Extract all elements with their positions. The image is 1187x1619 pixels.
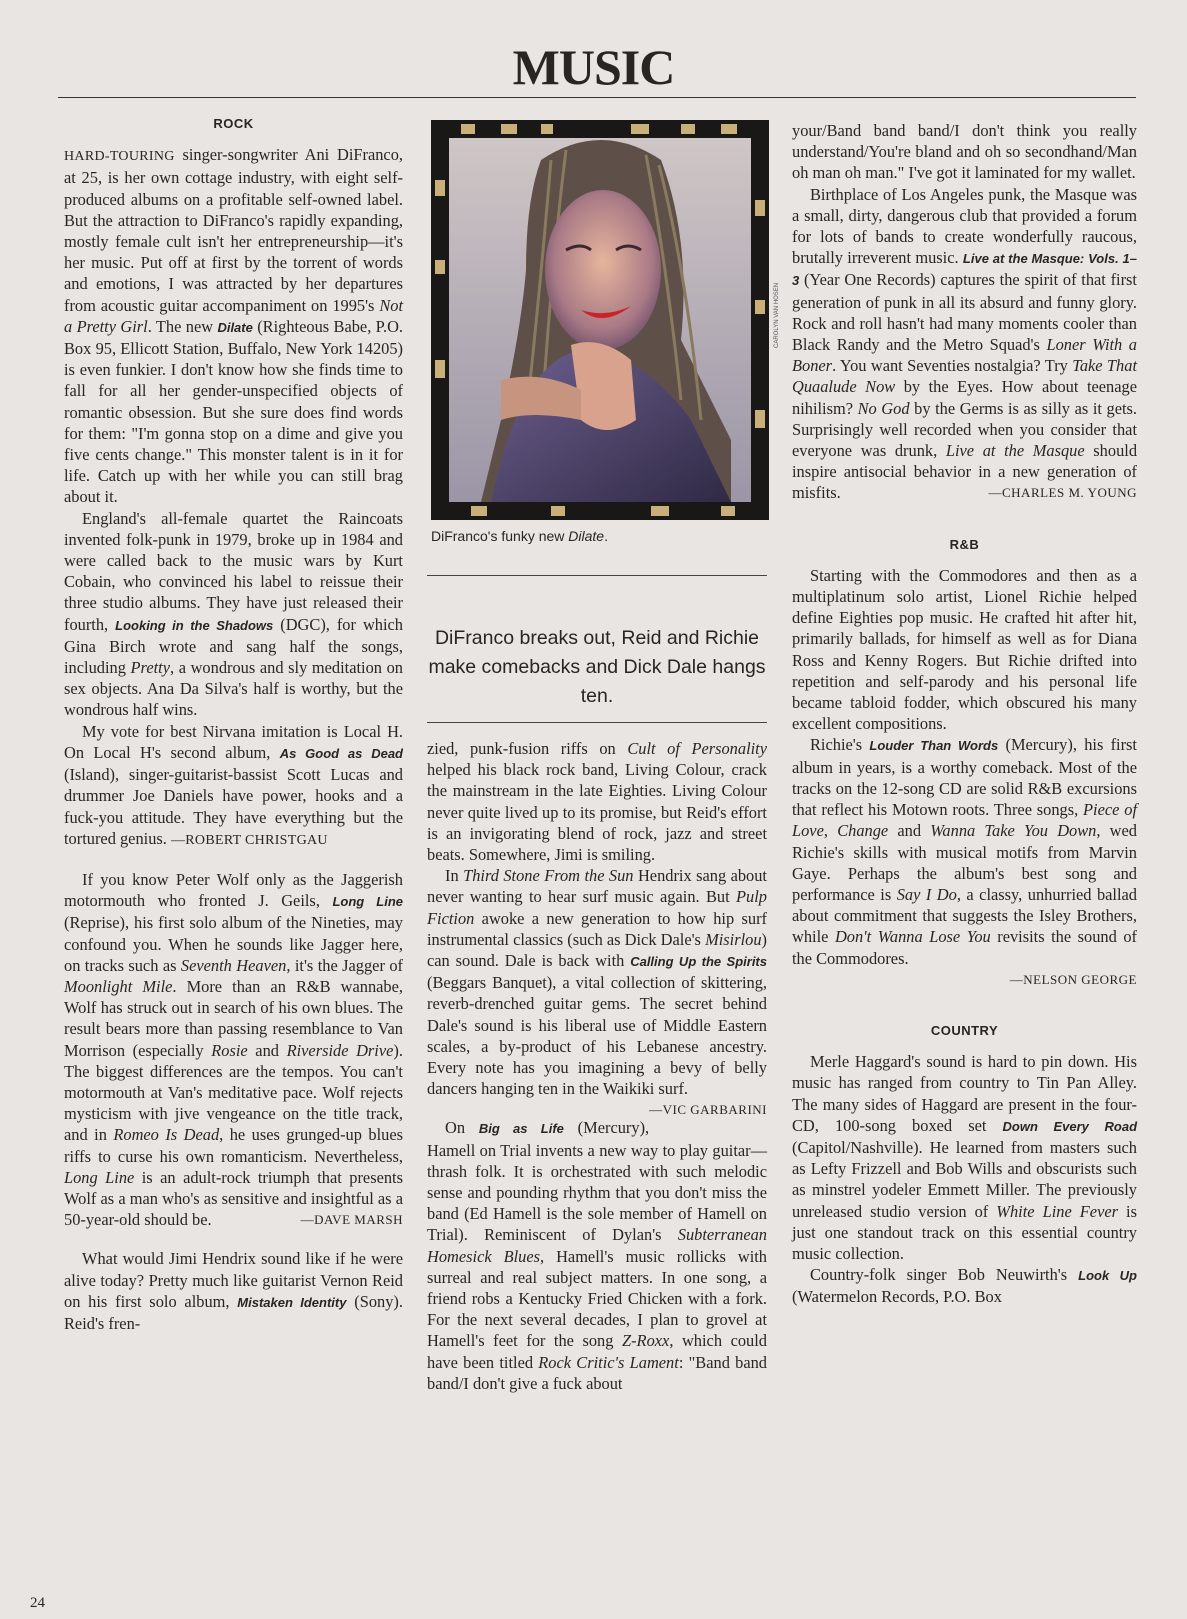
byline: —VIC GARBARINI	[649, 1102, 767, 1118]
byline: —DAVE MARSH	[300, 1212, 403, 1228]
album-title: Mistaken Identity	[237, 1294, 347, 1310]
photo-caption: DiFranco's funky new Dilate.	[431, 528, 608, 544]
paragraph: Richie's Louder Than Words (Mercury), his first album in years, is a worthy comeback. Most of the tracks on the 12-song CD are solid R&B excursions that reflect his Motown roots. Three songs, Piece of Love, Change and Wanna Take You Down, wed Richie's skills with musical motifs from Marvin Gaye. Perhaps the album's best song and performance is Say I Do, a classy, unhurried ballad about commitment that suggests the Isley Brothers, while Don't Wanna Lose You revisits the sound of the Commodores.	[792, 735, 1138, 968]
heading-country: COUNTRY	[930, 1022, 999, 1038]
album-title: Looking in the Shadows	[115, 617, 274, 633]
album-title: Live at the Masque: Vols. 1–3	[792, 251, 1137, 289]
heading-rb: R&B	[949, 536, 980, 552]
paragraph: zied, punk-fusion riffs on Cult of Personality helped his black rock band, Living Colour, crack the mainstream in the late Eighties. Living Colour never quite lived up to its promise, but Reid's effort is an invigorating blend of rock, jazz and street beats. Somewhere, Jimi is smiling.	[427, 739, 768, 865]
section-title: MUSIC	[512, 39, 675, 95]
paragraph: What would Jimi Hendrix sound like if he were alive today? Pretty much like guitarist Vernon Reid on his first solo album, Mistaken Identity (Sony). Reid's fren-	[64, 1249, 403, 1333]
album-title: Louder Than Words	[869, 738, 999, 754]
album-title: Big as Life	[478, 1121, 564, 1137]
paragraph: Starting with the Commodores and then as a multiplatinum solo artist, Lionel Richie helped define Eighties pop music. He crafted hit after hit, primarily ballads, for himself as well as for Diana Ross and Kenny Rogers. But Richie drifted into repetition and self-parody and his personal life became tabloid fodder, which obscured his many excellent compositions.	[792, 565, 1137, 734]
paragraph: Country-folk singer Bob Neuwirth's Look Up (Watermelon Records, P.O. Box	[792, 1265, 1137, 1307]
column-1	[64, 113, 403, 1334]
album-title: Long Line	[332, 894, 403, 910]
paragraph: In Third Stone From the Sun Hendrix sang about never wanting to hear surf music again. But Pulp Fiction awoke a new generation to how hip surf instrumental classics (such as Dick Dale's Misirlou) can sound. Dale is back with Calling Up the Spirits (Beggars Banquet), a vital collection of skittering, reverb-drenched guitar gems. The secret behind Dale's sound is his liberal use of Middle Eastern scales, a by-product of his Lebanese ancestry. Every note has you imagining a bevy of belly dancers hanging ten in the Waikiki surf. —VIC GARBARINI	[427, 865, 767, 1099]
pull-quote-rule-bottom	[427, 722, 767, 723]
paragraph: Merle Haggard's sound is hard to pin down. His music has ranged from country to Tin Pan Alley. The many sides of Haggard are present in the four-CD, 100-song boxed set Down Every Road (Capitol/Nashville). He learned from masters such as Lefty Frizzell and Bob Wills and obscurists such as minstrel yodeler Emmett Miller. The previously unreleased studio version of White Line Fever is just one standout track on this essential country music collection.	[792, 1052, 1138, 1263]
difranco-photo	[431, 120, 769, 520]
album-title: Calling Up the Spirits	[630, 954, 767, 970]
pull-quote: DiFranco breaks out, Reid and Richie make comebacks and Dick Dale hangs ten.	[428, 627, 766, 707]
album-title: As Good as Dead	[279, 745, 403, 761]
pull-quote-rule-top	[427, 575, 767, 576]
paragraph: On Big as Life (Mercury), Hamell on Trial invents a new way to play guitar—thrash folk. It is orchestrated with such melodic sense and pounding rhythm that you don't miss the band (Ed Hamell is the sole member of Hamell on Trial). Reminiscent of Dylan's Subterranean Homesick Blues, Hamell's music rollicks with surreal and real subject matters. In one song, a friend robs a Kentucky Fried Chicken with a fork. For the next several decades, I plan to grovel at Hamell's feet for the song Z-Roxx, which could have been titled Rock Critic's Lament: "Band band band/I don't give a fuck about	[427, 1118, 767, 1393]
column-2	[427, 738, 767, 1394]
byline: —CHARLES M. YOUNG	[988, 485, 1137, 501]
column-3	[792, 120, 1137, 1308]
album-title: Look Up	[1078, 1268, 1137, 1284]
byline: —ROBERT CHRISTGAU	[170, 832, 328, 848]
heading-rock: ROCK	[213, 116, 254, 131]
page-number: 24	[30, 1595, 45, 1611]
album-title: Dilate	[217, 319, 253, 335]
paragraph: England's all-female quartet the Raincoats invented folk-punk in 1979, broke up in 1984 and were called back to the music wars by Kurt Cobain, who convinced his label to reissue their three studio albums. They have just released their fourth, Looking in the Shadows (DGC), for which Gina Birch wrote and sang half the songs, including Pretty, a wondrous and sly meditation on sex objects. Ana Da Silva's half is worthy, but the wondrous half wins.	[64, 508, 403, 720]
photo-credit: CAROLYN VAN HOSEN	[774, 282, 780, 348]
paragraph: Birthplace of Los Angeles punk, the Masque was a small, dirty, dangerous club that provided a forum for lots of bands to create wonderfully raucous, brutally irreverent music. Live at the Masque: Vols. 1–3 (Year One Records) captures the spirit of that first generation of punk in all its absurd and funny glory. Rock and roll hasn't had many moments cooler than Black Randy and the Metro Squad's Loner With a Boner. You want Seventies nostalgia? Try Take That Quaalude Now by the Eyes. How about teenage nihilism? No God by the Germs is as silly as it gets. Surprisingly well recorded when you consider that everyone was drunk, Live at the Masque should inspire antisocial behavior in a new generation of misfits. —CHARLES M. YOUNG	[792, 184, 1138, 503]
paragraph: My vote for best Nirvana imitation is Local H. On Local H's second album, As Good as Dead (Island), singer-guitarist-bassist Scott Lucas and drummer Joe Daniels have power, hooks and a fuck-you attitude. They have everything but the tortured genius. —ROBERT CHRISTGAU	[64, 721, 403, 848]
paragraph: HARD-TOURING singer-songwriter Ani DiFranco, at 25, is her own cottage industry, with eight self-produced albums on a profitable self-owned label. But the attraction to DiFranco's rapidly expanding, mostly female cult isn't her entrepreneurship—it's her music. Put off at first by the torrent of words and emotions, I was attracted by her departures from acoustic guitar accompaniment on 1995's Not a Pretty Girl. The new Dilate (Righteous Babe, P.O. Box 95, Ellicott Station, Buffalo, New York 14205) is even funkier. I don't know how she finds time to fall for all her gender-unspecified objects of romantic obsession. But she sure does find words for them: "I'm gonna stop on a dime and give you five cents change." This monster talent is in it for life. Catch up with her while you can still brag about it.	[64, 145, 404, 507]
album-title: Down Every Road	[1002, 1118, 1138, 1134]
header-rule	[58, 97, 1136, 98]
byline: —NELSON GEORGE	[1009, 971, 1137, 987]
paragraph: your/Band band band/I don't think you really understand/You're bland and oh so secondhand/Man oh man oh man." I've got it laminated for my wallet.	[792, 121, 1137, 183]
paragraph: If you know Peter Wolf only as the Jaggerish motormouth who fronted J. Geils, Long Line (Reprise), his first solo album of the Nineties, may confound you. When he sounds like Jagger here, on tracks such as Seventh Heaven, it's the Jagger of Moonlight Mile. More than an R&B wannabe, Wolf has struck out in search of his own blues. The result bears more than passing resemblance to Van Morrison (especially Rosie and Riverside Drive). The biggest differences are the tempos. You can't motormouth at Van's meditative pace. Wolf rejects mysticism with jive vengeance on the title track, and in Romeo Is Dead, he uses grunged-up blues riffs to curse his own romanticism. Nevertheless, Long Line is an adult-rock triumph that presents Wolf as a man who's as sensitive and insightful as a 50-year-old should be. —DAVE MARSH	[64, 869, 403, 1230]
